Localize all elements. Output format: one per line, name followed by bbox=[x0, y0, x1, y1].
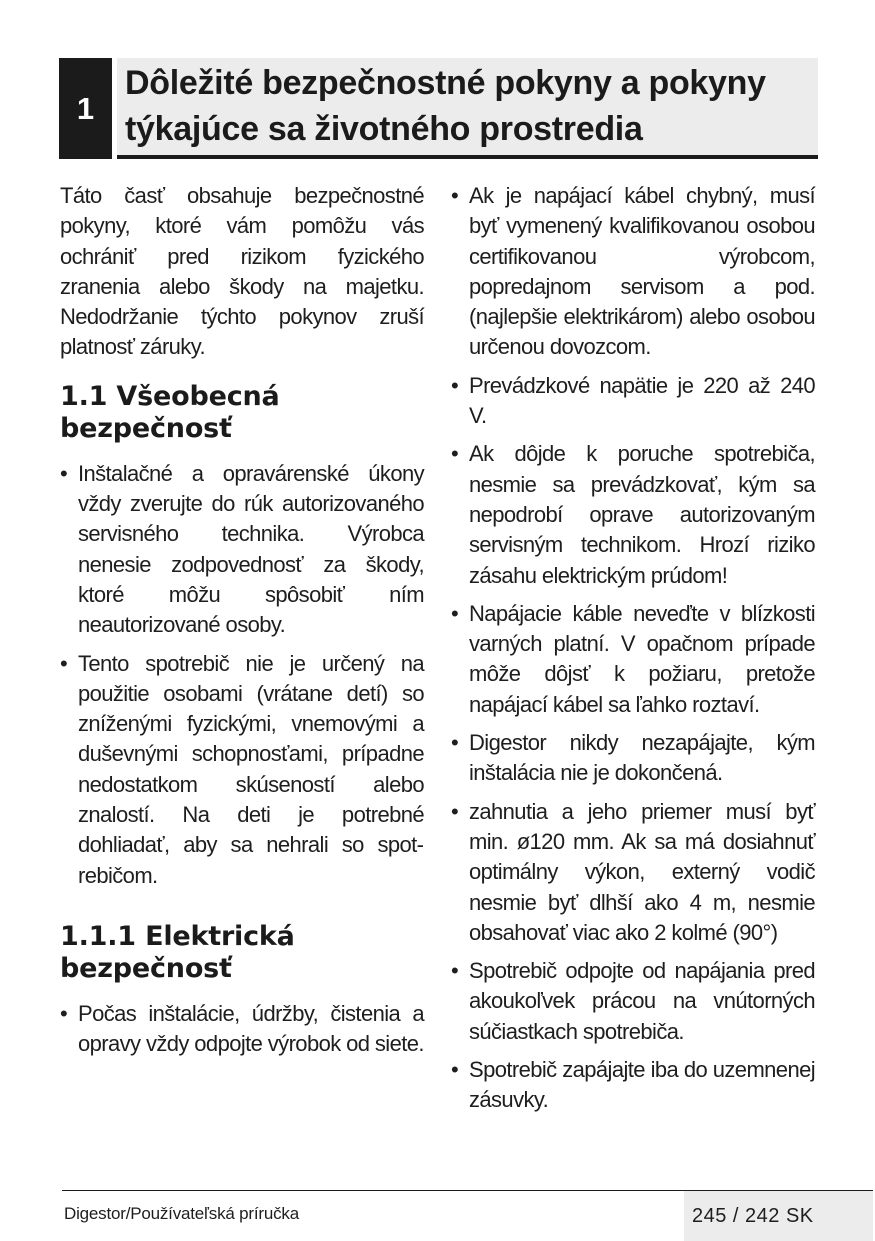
bullet-icon: • bbox=[60, 460, 68, 486]
intro-paragraph: Táto časť obsahuje bezpečnostné pokyny, ktoré vám pomôžu vás ochrániť pred rizikom fyzického zranenia alebo škody na majetku. Nedodržanie týchto pokynov zruší platnosť záruky. bbox=[60, 183, 424, 360]
list-item: • Ak je napájací kábel chybný, musí byť vymenený kvalifikovanou osobou certifikovanou výrobcom, popredajnom servisom a pod. (najlepšie elektrikárom) alebo osobou určenou dovozcom. bbox=[451, 183, 815, 360]
chapter-header bbox=[59, 58, 818, 159]
bullet-icon: • bbox=[60, 1000, 68, 1026]
bullet-icon: • bbox=[451, 441, 459, 467]
list-item: • Prevádzkové napätie je 220 až 240 V. bbox=[451, 372, 815, 429]
list-item: • Počas inštalácie, údržby, čistenia a opravy vždy odpojte výrobok od siete. bbox=[60, 1000, 424, 1057]
bullet-icon: • bbox=[451, 958, 459, 984]
page-number: 245 / 242 SK bbox=[692, 1205, 814, 1227]
list-item: • Digestor nikdy nezapájajte, kým inštalácia nie je dokončená. bbox=[451, 730, 815, 786]
bullet-icon: • bbox=[451, 730, 459, 756]
section-heading-general-safety: 1.1 Všeobecná bezpečnosť bbox=[60, 380, 280, 444]
bullet-icon: • bbox=[451, 600, 459, 626]
list-item: • Spotrebič zapájajte iba do uzemnenej zásuvky. bbox=[451, 1057, 815, 1113]
electrical-safety-list-right bbox=[451, 181, 815, 1116]
list-item: • Tento spotrebič nie je určený na použitie osobami (vrátane detí) so zníženými fyzickými, vnemovými a duševnými schopnosťami, prípadne nedostatkom skúseností alebo znalostí. Na deti je potrebné dohliadať, aby sa nehrali so spotrebičom. bbox=[60, 650, 424, 888]
list-item: • Ak dôjde k poruche spotrebiča, nesmie sa prevádzkovať, kým sa nepodrobí oprave autorizovaným servisným technikom. Hrozí riziko zásahu elektrickým prúdom! bbox=[451, 441, 815, 588]
bullet-icon: • bbox=[60, 650, 68, 676]
footer-manual-title: Digestor/Používateľská príručka bbox=[64, 1204, 299, 1223]
left-column bbox=[60, 181, 424, 1068]
bullet-icon: • bbox=[451, 1057, 459, 1083]
list-item: • zahnutia a jeho priemer musí byť min. ø120 mm. Ak sa má dosiahnuť optimálny výkon, externý vodič nesmie byť dlhší ako 4 m, nesmie obsahovať viac ako 2 kolmé (90°) bbox=[451, 798, 815, 945]
chapter-title-box bbox=[117, 58, 818, 159]
section-heading-electrical-safety: 1.1.1 Elektrická bezpečnosť bbox=[60, 920, 295, 984]
general-safety-list bbox=[60, 459, 424, 891]
electrical-safety-list-left bbox=[60, 999, 424, 1060]
right-column bbox=[451, 181, 815, 1124]
bullet-icon: • bbox=[451, 798, 459, 824]
list-item: • Inštalačné a opravárenské úkony vždy zverujte do rúk autorizovaného servisného technika. Výrobca nenesie zodpovednosť za škody, ktoré môžu spôsobiť ním neautorizované osoby. bbox=[60, 460, 424, 638]
bullet-icon: • bbox=[451, 183, 459, 208]
list-item: • Spotrebič odpojte od napájania pred akoukoľvek prácou na vnútorných súčiastkach spotrebiča. bbox=[451, 958, 815, 1044]
chapter-title: Dôležité bezpečnostné pokyny a pokyny týkajúce sa životného prostredia bbox=[125, 64, 766, 148]
bullet-icon: • bbox=[451, 372, 459, 398]
list-item: • Napájacie káble neveďte v blízkosti varných platní. V opačnom prípade môže dôjsť k požiaru, pretože napájací kábel sa ľahko roztaví. bbox=[451, 600, 815, 717]
chapter-number: 1 bbox=[59, 58, 112, 159]
